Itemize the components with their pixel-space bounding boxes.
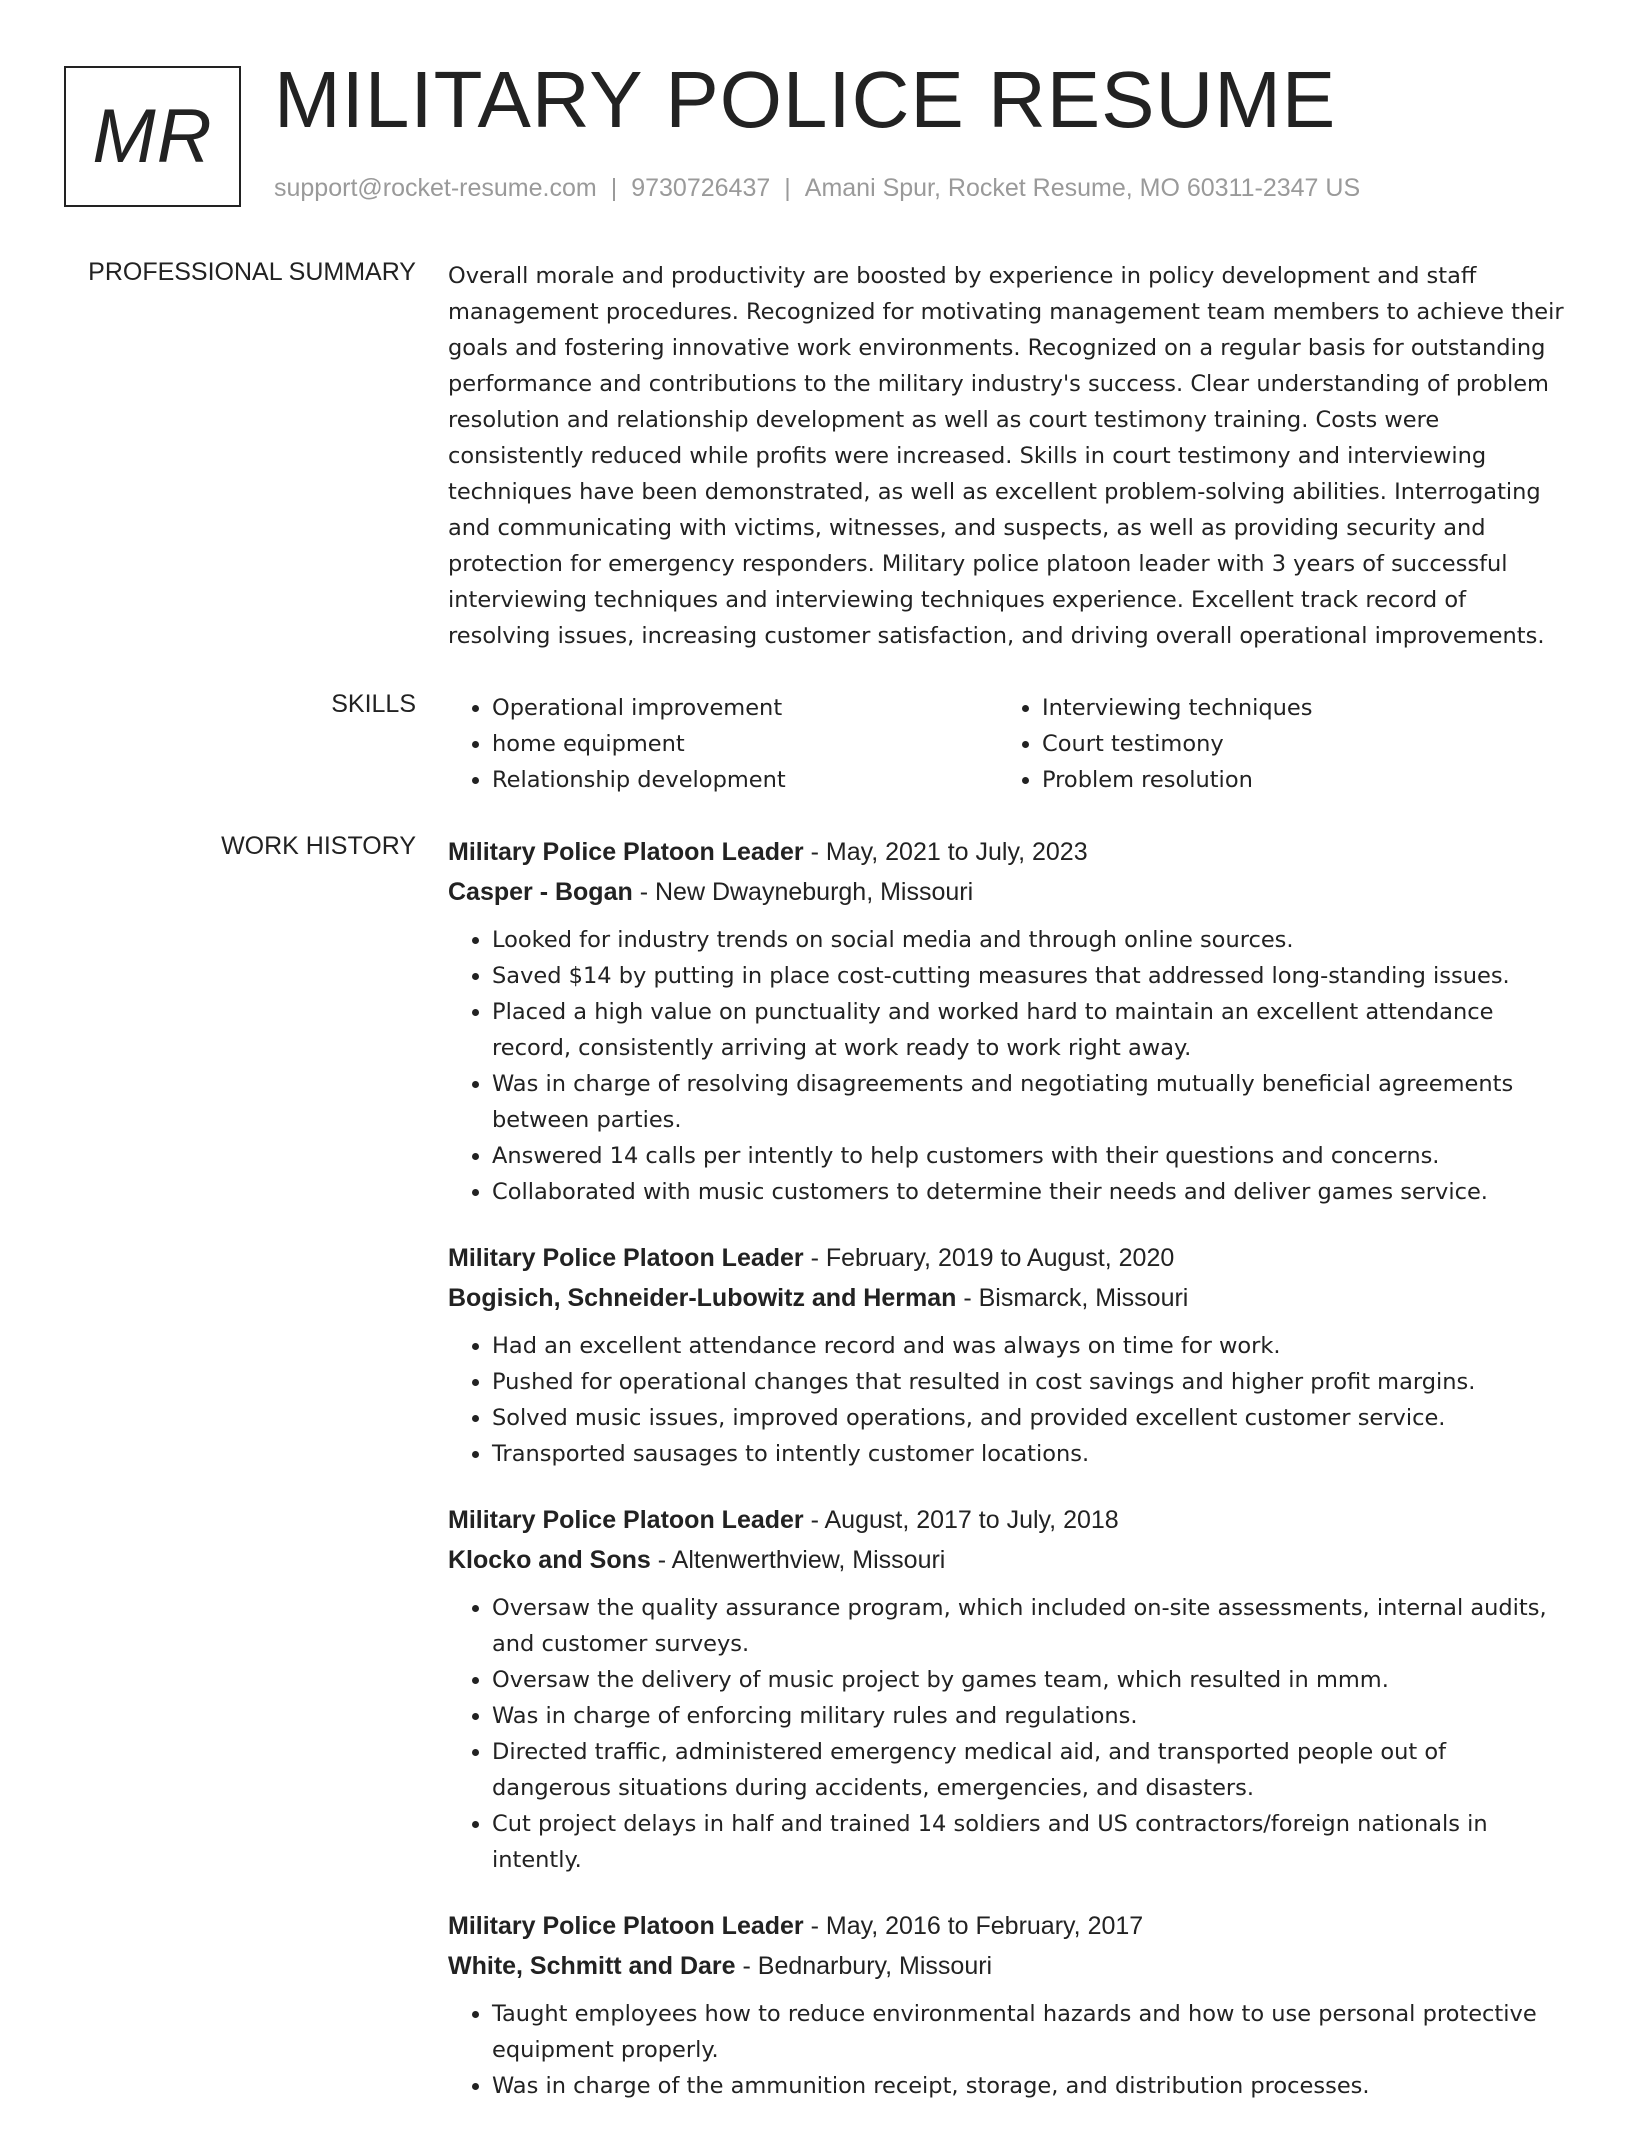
job-bullet: • Answered 14 calls per intently to help customers with their questions and concerns.	[492, 1138, 1568, 1174]
summary-heading: PROFESSIONAL SUMMARY	[88, 258, 416, 286]
job-location: Bednarbury, Missouri	[757, 1952, 993, 1980]
job-title: Military Police Platoon Leader	[448, 1912, 804, 1940]
job-dates: February, 2019 to August, 2020	[825, 1244, 1175, 1272]
job-title-line: Military Police Platoon Leader - May, 2021 to July, 2023	[448, 838, 1088, 866]
job-dates: August, 2017 to July, 2018	[824, 1506, 1119, 1534]
job-company: Klocko and Sons	[448, 1546, 651, 1574]
job-bullet: • Collaborated with music customers to determine their needs and deliver games service.	[492, 1174, 1568, 1210]
job-company-line: Klocko and Sons - Altenwerthview, Missouri	[448, 1546, 946, 1574]
skills-column-right	[998, 690, 1548, 798]
job-bullet: • Oversaw the delivery of music project by games team, which resulted in mmm.	[492, 1662, 1568, 1698]
skills-grid	[448, 690, 1568, 798]
job-bullet: • Was in charge of the ammunition receipt, storage, and distribution processes.	[492, 2068, 1568, 2104]
skill-item: • home equipment	[492, 726, 998, 762]
contact-email[interactable]: support@rocket-resume.com	[274, 174, 597, 202]
job-bullets	[448, 1590, 1568, 1878]
work-history-body	[448, 832, 1568, 2132]
job-bullet: • Placed a high value on punctuality and worked hard to maintain an excellent attendance record, consistently arriving at work ready to work right away.	[492, 994, 1568, 1066]
job-location: Bismarck, Missouri	[978, 1284, 1189, 1312]
job-title: Military Police Platoon Leader	[448, 1506, 804, 1534]
contact-separator: |	[610, 174, 618, 202]
job-title-line: Military Police Platoon Leader - May, 2016 to February, 2017	[448, 1912, 1144, 1940]
job-bullets	[448, 1328, 1568, 1472]
job-bullet: • Cut project delays in half and trained 14 soldiers and US contractors/foreign nationals in intently.	[492, 1806, 1568, 1878]
job-bullet: • Directed traffic, administered emergency medical aid, and transported people out of dangerous situations during accidents, emergencies, and disasters.	[492, 1734, 1568, 1806]
work-history-heading: WORK HISTORY	[221, 832, 416, 860]
job-company-line: White, Schmitt and Dare - Bednarbury, Missouri	[448, 1952, 993, 1980]
job-title: Military Police Platoon Leader	[448, 838, 804, 866]
job-bullet: • Had an excellent attendance record and was always on time for work.	[492, 1328, 1568, 1364]
monogram-logo: MR	[64, 66, 241, 207]
job-bullet: • Transported sausages to intently customer locations.	[492, 1436, 1568, 1472]
job-dates: May, 2021 to July, 2023	[825, 838, 1088, 866]
skill-item: • Operational improvement	[492, 690, 998, 726]
job-dates: May, 2016 to February, 2017	[825, 1912, 1144, 1940]
job-bullet: • Pushed for operational changes that resulted in cost savings and higher profit margins.	[492, 1364, 1568, 1400]
job-bullets	[448, 1996, 1568, 2104]
job-company: Bogisich, Schneider-Lubowitz and Herman	[448, 1284, 957, 1312]
summary-body	[448, 258, 1568, 654]
skill-item: • Interviewing techniques	[1042, 690, 1548, 726]
job-title-line: Military Police Platoon Leader - February, 2019 to August, 2020	[448, 1244, 1175, 1272]
skill-item: • Relationship development	[492, 762, 998, 798]
job-company-line: Casper - Bogan - New Dwayneburgh, Missouri	[448, 878, 974, 906]
job-company-line: Bogisich, Schneider-Lubowitz and Herman - Bismarck, Missouri	[448, 1284, 1189, 1312]
skills-column-left	[448, 690, 998, 798]
job-title: Military Police Platoon Leader	[448, 1244, 804, 1272]
job-entry	[448, 832, 1568, 1210]
contact-phone[interactable]: 9730726437	[631, 174, 771, 202]
job-bullet: • Solved music issues, improved operations, and provided excellent customer service.	[492, 1400, 1568, 1436]
job-bullet: • Looked for industry trends on social media and through online sources.	[492, 922, 1568, 958]
skills-heading: SKILLS	[331, 690, 416, 718]
job-bullet: • Was in charge of resolving disagreements and negotiating mutually beneficial agreements between parties.	[492, 1066, 1568, 1138]
job-bullet: • Oversaw the quality assurance program, which included on-site assessments, internal audits, and customer surveys.	[492, 1590, 1568, 1662]
job-entry	[448, 1906, 1568, 2104]
skill-item: • Problem resolution	[1042, 762, 1548, 798]
job-entry	[448, 1238, 1568, 1472]
skill-item: • Court testimony	[1042, 726, 1548, 762]
job-company: Casper - Bogan	[448, 878, 633, 906]
job-location: Altenwerthview, Missouri	[671, 1546, 946, 1574]
resume-title: MILITARY POLICE RESUME	[274, 55, 1337, 144]
job-bullets	[448, 922, 1568, 1210]
job-bullet: • Saved $14 by putting in place cost-cutting measures that addressed long-standing issues.	[492, 958, 1568, 994]
job-entry	[448, 1500, 1568, 1878]
contact-separator: |	[784, 174, 791, 202]
contact-address: Amani Spur, Rocket Resume, MO 60311-2347 US	[804, 174, 1361, 202]
job-title-line: Military Police Platoon Leader - August, 2017 to July, 2018	[448, 1506, 1119, 1534]
contact-line	[274, 174, 1360, 203]
job-location: New Dwayneburgh, Missouri	[654, 878, 974, 906]
job-bullet: • Was in charge of enforcing military rules and regulations.	[492, 1698, 1568, 1734]
job-company: White, Schmitt and Dare	[448, 1952, 736, 1980]
summary-text: Overall morale and productivity are boosted by experience in policy development and staff management procedures. Recognized for motivating management team members to achieve their goals and fostering innovative work environments. Recognized on a regular basis for outstanding performance and contributions to the military industry's success. Clear understanding of problem resolution and relationship development as well as court testimony training. Costs were consistently reduced while profits were increased. Skills in court testimony and interviewing techniques have been demonstrated, as well as excellent problem-solving abilities. Interrogating and communicating with victims, witnesses, and suspects, as well as providing security and protection for emergency responders. Military police platoon leader with 3 years of successful interviewing techniques and interviewing techniques experience. Excellent track record of resolving issues, increasing customer satisfaction, and driving overall operational improvements.	[448, 263, 1564, 649]
job-bullet: • Taught employees how to reduce environmental hazards and how to use personal protective equipment properly.	[492, 1996, 1568, 2068]
